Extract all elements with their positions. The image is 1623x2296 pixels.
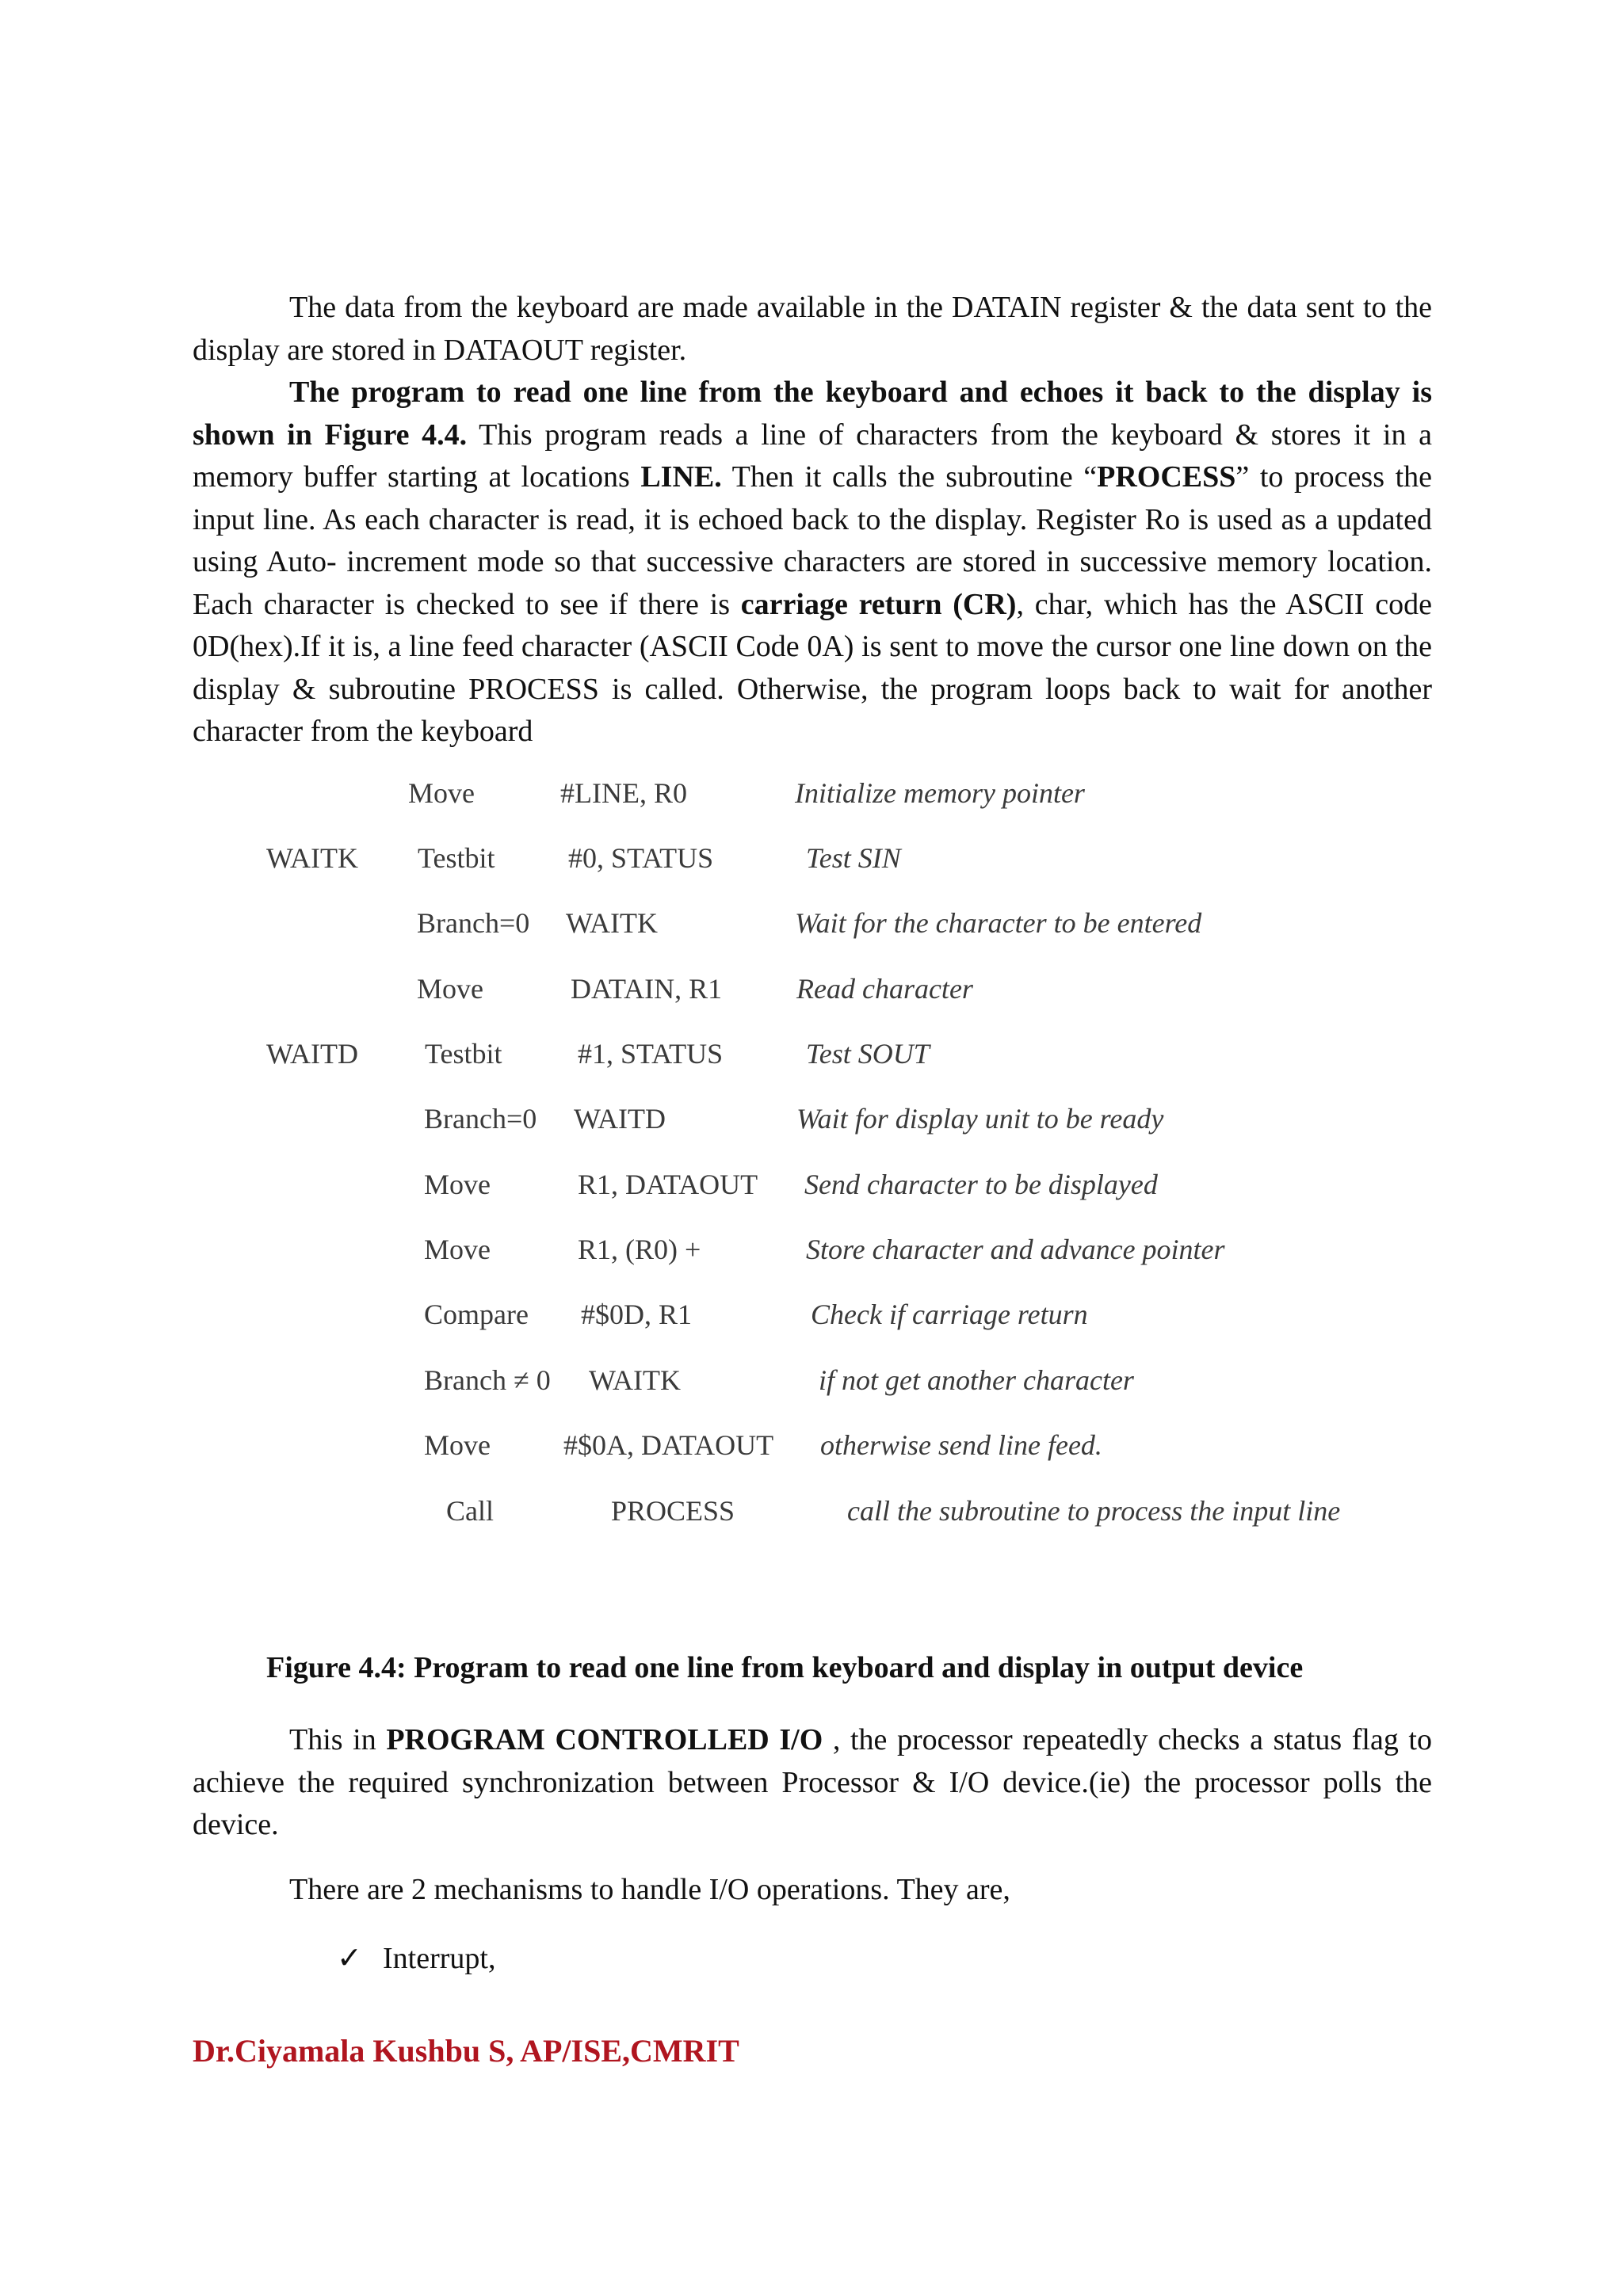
code-operand: DATAIN, R1 <box>571 973 723 1005</box>
paragraph-text: Then it calls the subroutine “ <box>721 460 1098 494</box>
paragraph-text: This program reads a line of characters from the keyboard & stores it in a memory buffer starting at locations <box>193 418 1432 494</box>
code-op: Branch ≠ 0 <box>424 1364 551 1396</box>
figure-caption: Figure 4.4: Program to read one line from keyboard and display in output device <box>266 1651 1304 1684</box>
code-label: WAITD <box>266 1038 358 1070</box>
bullet-text: Interrupt, <box>383 1942 496 1975</box>
code-comment: otherwise send line feed. <box>820 1429 1102 1461</box>
paragraph-program-controlled-io <box>193 1719 1432 1847</box>
code-comment: if not get another character <box>819 1364 1134 1396</box>
code-comment: call the subroutine to process the input line <box>847 1495 1341 1527</box>
code-comment: Send character to be displayed <box>804 1169 1158 1200</box>
bold-lead-text: The program to read one line from the keyboard and echoes it back to the display is shown in Figure 4.4. <box>193 376 1432 452</box>
paragraph-text: This in <box>289 1723 387 1756</box>
code-comment: Check if carriage return <box>811 1299 1088 1330</box>
paragraph-text: ” to process the input line. As each character is read, it is echoed back to the display. Register Ro is used as a updated using Auto- increment mode so that successive characters are stored in successive memory location. Each character is checked to see if there is <box>193 460 1432 621</box>
paragraph-text: , char, which has the ASCII code 0D(hex).If it is, a line feed character (ASCII Code 0A) is sent to move the cursor one line down on the display & subroutine PROCESS is called. Otherwise, the program loops back to wait for another character from the keyboard <box>193 587 1432 748</box>
code-comment: Store character and advance pointer <box>806 1234 1225 1265</box>
code-operand: R1, (R0) + <box>578 1234 701 1265</box>
code-comment: Test SIN <box>806 842 901 874</box>
code-comment: Wait for the character to be entered <box>795 907 1202 939</box>
code-op: Branch=0 <box>424 1103 537 1135</box>
code-op: Compare <box>424 1299 529 1330</box>
code-op: Call <box>446 1495 494 1527</box>
code-op: Move <box>424 1234 491 1265</box>
code-operand: #0, STATUS <box>568 842 714 874</box>
code-operand: WAITD <box>574 1103 666 1135</box>
bold-pcio-text: PROGRAM CONTROLLED I/O <box>386 1723 823 1756</box>
code-operand: #LINE, R0 <box>560 777 687 809</box>
code-op: Move <box>424 1429 491 1461</box>
code-comment: Read character <box>796 973 973 1005</box>
code-op: Branch=0 <box>417 907 530 939</box>
paragraph-text: The data from the keyboard are made available in the DATAIN register & the data sent to the display are stored in DATAOUT register. <box>193 291 1432 367</box>
bold-line-text: LINE. <box>640 460 722 494</box>
code-comment: Test SOUT <box>806 1038 930 1070</box>
bullet-item <box>337 1940 495 1976</box>
code-comment: Initialize memory pointer <box>795 777 1085 809</box>
code-op: Testbit <box>418 842 495 874</box>
bold-cr-text: carriage return (CR) <box>740 587 1017 621</box>
paragraph-mechanisms: There are 2 mechanisms to handle I/O operations. They are, <box>289 1873 1010 1906</box>
code-op: Move <box>408 777 475 809</box>
code-comment: Wait for display unit to be ready <box>796 1103 1164 1135</box>
paragraph-text: , the processor repeatedly checks a status flag to achieve the required synchronization between Processor & I/O device.(ie) the processor polls the device. <box>193 1723 1432 1841</box>
code-operand: #$0D, R1 <box>581 1299 693 1330</box>
code-operand: PROCESS <box>611 1495 735 1527</box>
code-operand: #$0A, DATAOUT <box>563 1429 774 1461</box>
code-operand: R1, DATAOUT <box>578 1169 758 1200</box>
bold-process-text: PROCESS <box>1097 460 1236 494</box>
code-operand: WAITK <box>589 1364 681 1396</box>
code-operand: #1, STATUS <box>578 1038 724 1070</box>
footer-author: Dr.Ciyamala Kushbu S, AP/ISE,CMRIT <box>193 2033 739 2069</box>
code-label: WAITK <box>266 842 358 874</box>
code-operand: WAITK <box>566 907 658 939</box>
checkmark-icon: ✓ <box>337 1942 362 1975</box>
code-op: Testbit <box>425 1038 502 1070</box>
code-op: Move <box>424 1169 491 1200</box>
code-op: Move <box>417 973 483 1005</box>
